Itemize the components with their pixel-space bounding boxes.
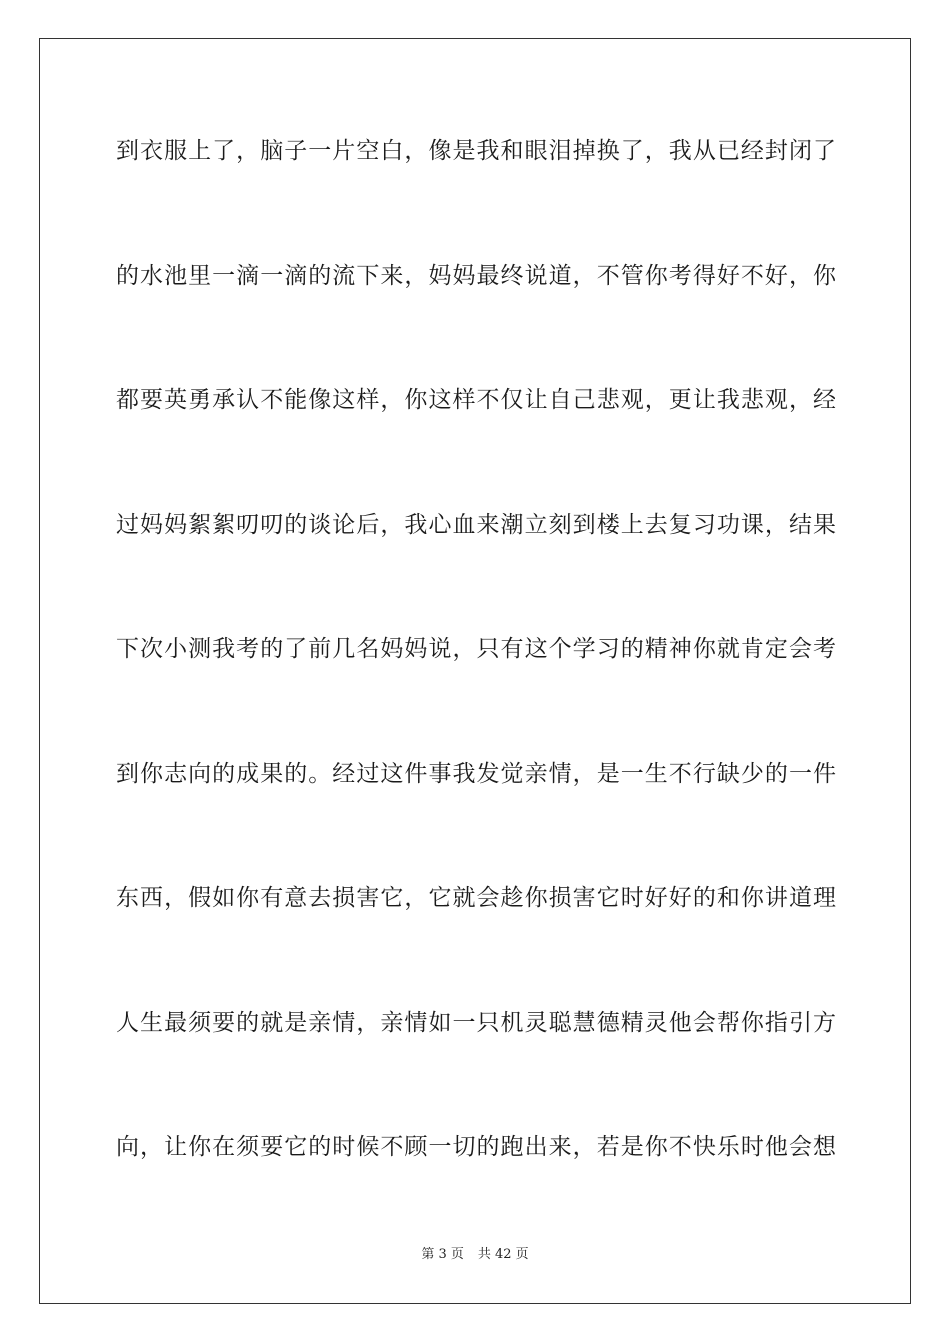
- text-line: 东西，假如你有意去损害它，它就会趁你损害它时好好的和你讲道理: [116, 885, 836, 911]
- text-line: 都要英勇承认不能像这样，你这样不仅让自己悲观，更让我悲观，经: [116, 387, 836, 413]
- text-line: 的水池里一滴一滴的流下来，妈妈最终说道，不管你考得好不好，你: [116, 262, 836, 289]
- page-number: 第 3 页: [421, 1247, 464, 1262]
- text-line: 向，让你在须要它的时候不顾一切的跑出来，若是你不快乐时他会想: [116, 1134, 836, 1160]
- text-line: 过妈妈絮絮叨叨的谈论后，我心血来潮立刻到楼上去复习功课，结果: [116, 511, 836, 538]
- text-line: 到你志向的成果的。经过这件事我发觉亲情，是一生不行缺少的一件: [116, 760, 836, 787]
- page-footer: [0, 1246, 950, 1264]
- document-body: [116, 128, 836, 1249]
- text-line: 下次小测我考的了前几名妈妈说，只有这个学习的精神你就肯定会考: [116, 636, 836, 662]
- text-line: 人生最须要的就是亲情，亲情如一只机灵聪慧德精灵他会帮你指引方: [116, 1009, 836, 1036]
- total-pages: 共 42 页: [477, 1247, 529, 1262]
- text-line: 到衣服上了，脑子一片空白，像是我和眼泪掉换了，我从已经封闭了: [116, 138, 836, 164]
